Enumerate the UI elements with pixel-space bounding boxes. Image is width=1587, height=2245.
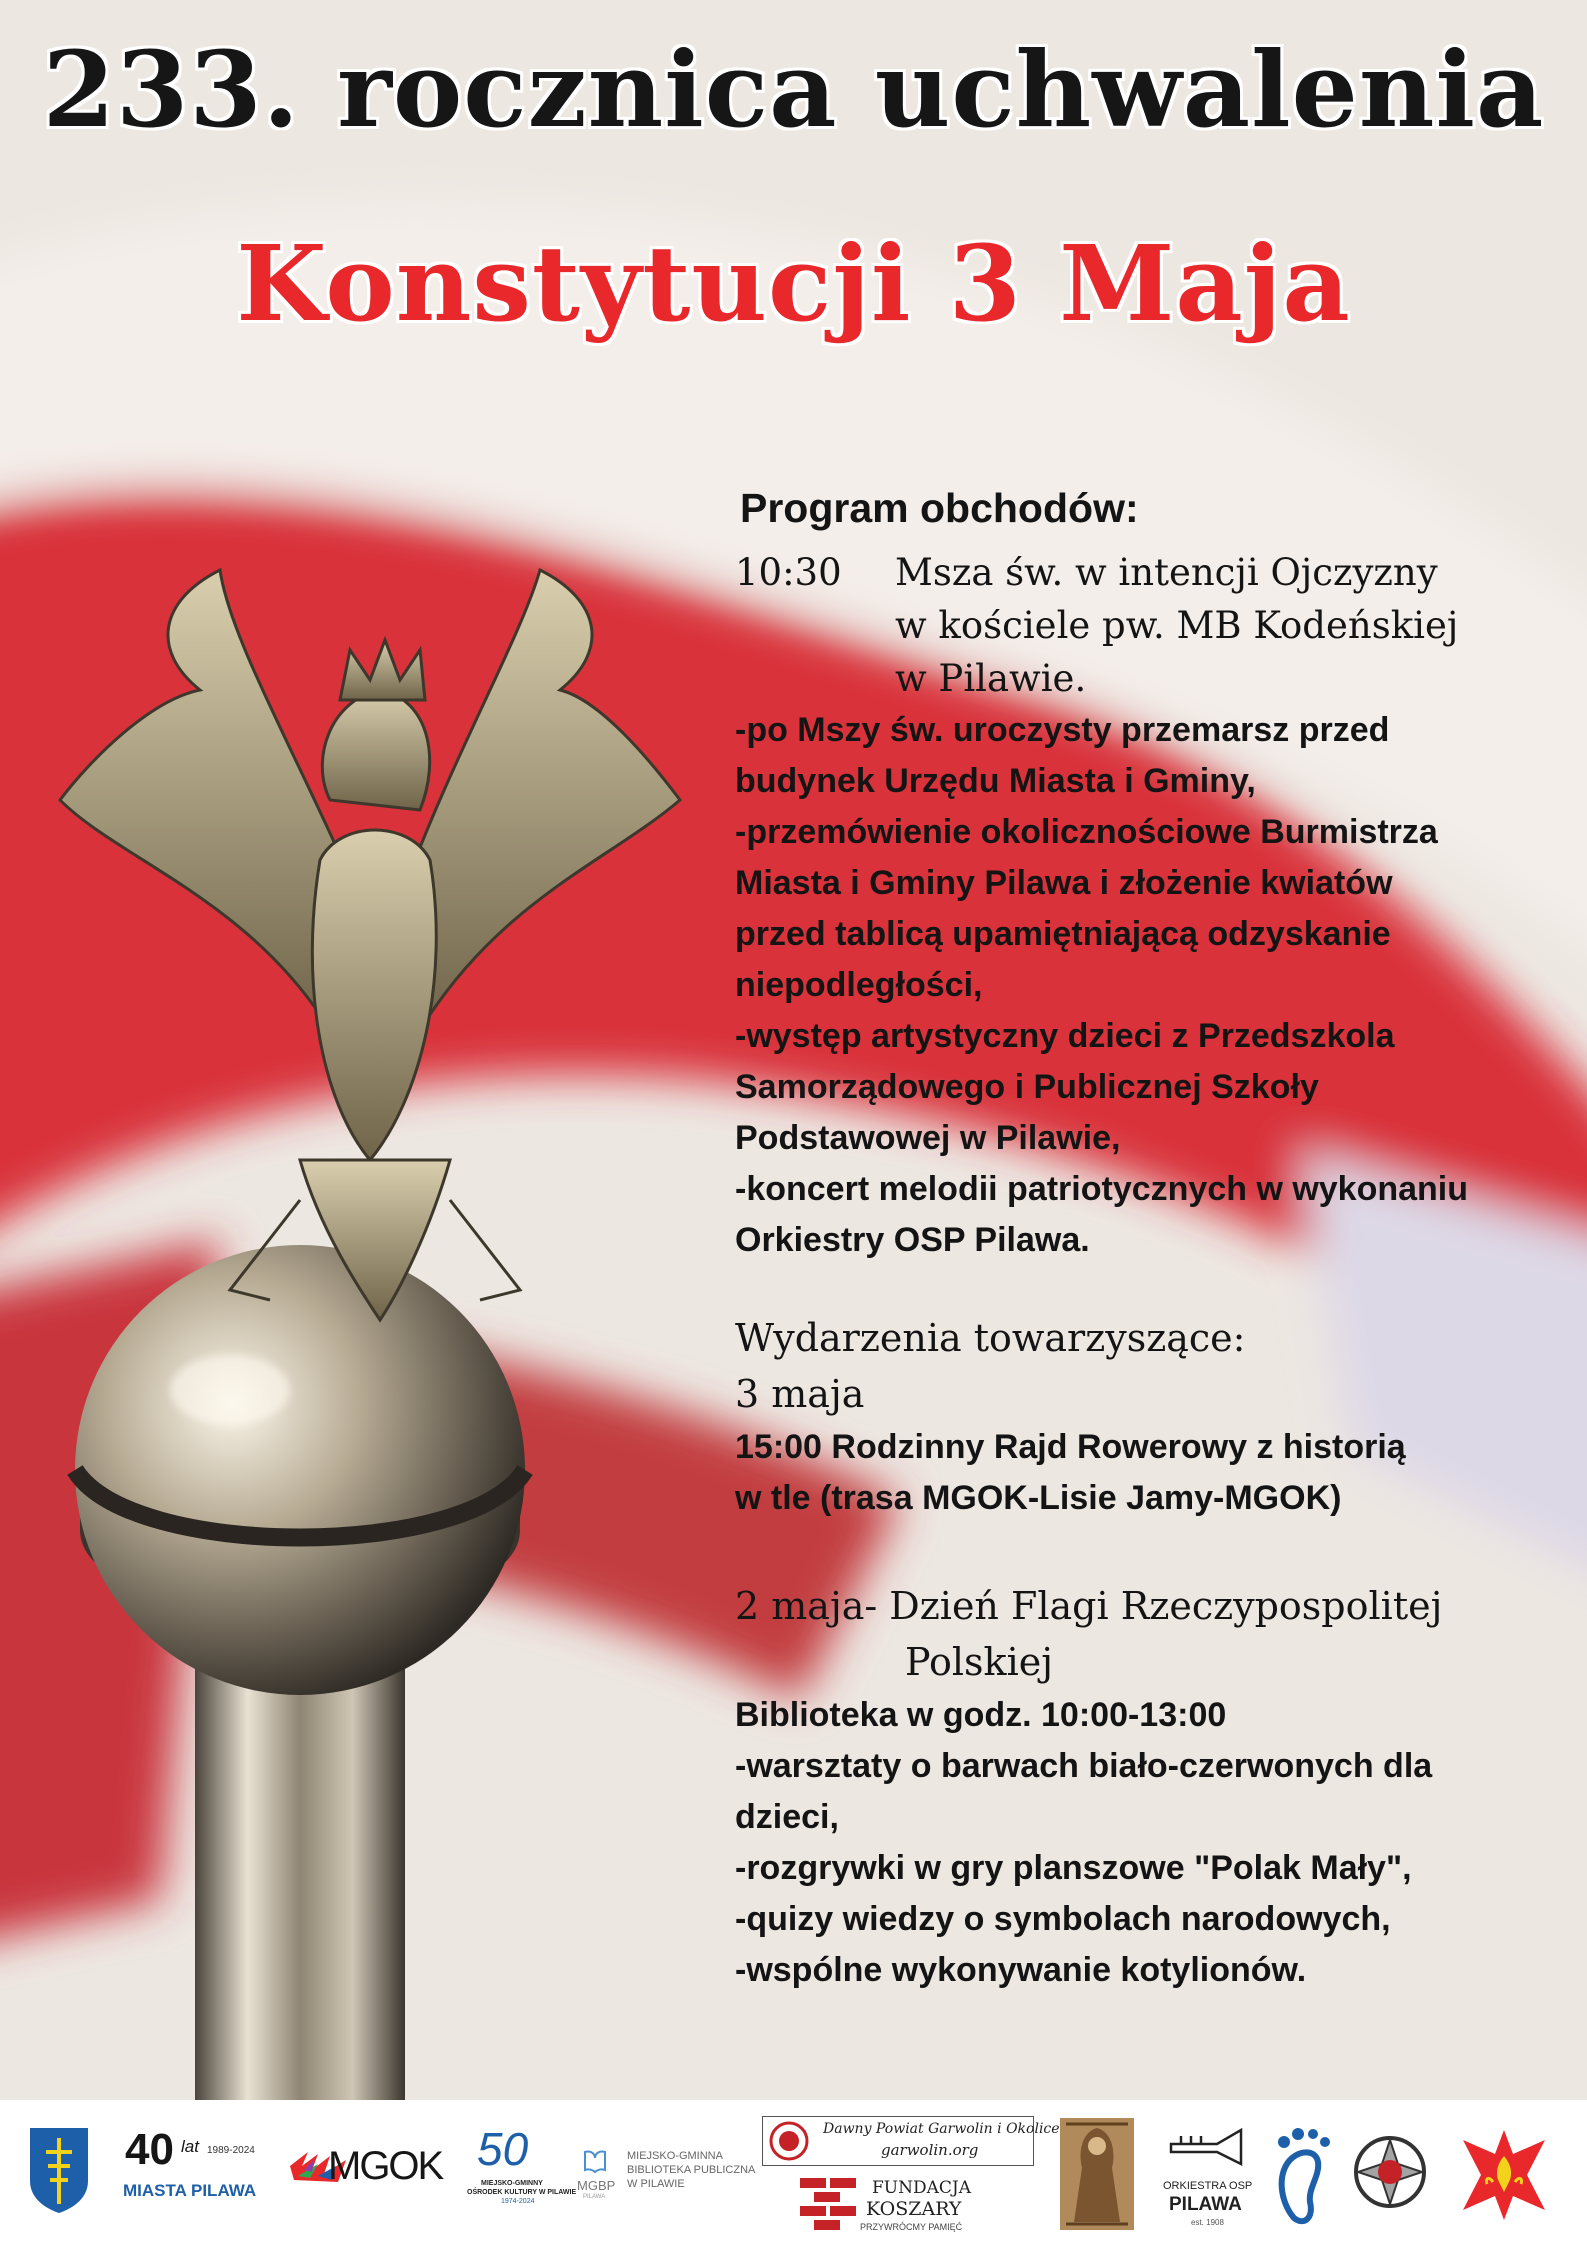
koszary-line3: PRZYWRÓCMY PAMIĘĆ [860, 2222, 963, 2232]
may3-line: w tle (trasa MGOK-Lisie Jamy-MGOK) [735, 1479, 1342, 1517]
may2-heading-cont: Polskiej [905, 1640, 1054, 1684]
events-heading: Wydarzenia towarzyszące: [735, 1316, 1246, 1360]
may2-line: Biblioteka w godz. 10:00-13:00 [735, 1696, 1227, 1734]
program-line: przed tablicą upamiętniającą odzyskanie [735, 915, 1391, 953]
program-line: -po Mszy św. uroczysty przemarsz przed [735, 711, 1390, 749]
mgbp-abbr: MGBP [577, 2178, 616, 2193]
program-line: -koncert melodii patriotycznych w wykonaniu [735, 1170, 1469, 1208]
pilawa40-number: 40 [125, 2125, 174, 2174]
mass-time: 10:30 [735, 551, 842, 594]
title-line-1: 233. rocznica uchwalenia [42, 28, 1545, 151]
sponsor-footer [0, 2100, 1587, 2245]
mgok50-line2: OŚRODEK KULTURY W PILAWIE [467, 2189, 577, 2196]
pilawa-coat-of-arms-icon [28, 2126, 90, 2214]
library-book-icon [581, 2148, 609, 2176]
may3-date: 3 maja [735, 1372, 865, 1416]
program-line: -przemówienie okolicznościowe Burmistrza [735, 813, 1438, 851]
koszary-line2: KOSZARY [866, 2198, 962, 2220]
garwolin-line1: Dawny Powiat Garwolin i Okolice [823, 2121, 1060, 2137]
pilawa40-name: MIASTA PILAWA [123, 2181, 257, 2200]
may2-line: dzieci, [735, 1798, 839, 1836]
orkiestra-line2: PILAWA [1169, 2194, 1242, 2215]
trumpet-icon [1167, 2124, 1251, 2174]
mgok50-line1: MIEJSKO-GMINNY [481, 2180, 543, 2187]
program-line: Miasta i Gminy Pilawa i złożenie kwiatów [735, 864, 1393, 902]
program-line: niepodległości, [735, 966, 983, 1004]
program-line: Samorządowego i Publicznej Szkoły [735, 1068, 1319, 1106]
fire-brigade-badge-icon [1350, 2128, 1430, 2224]
koszary-line1: FUNDACJA [872, 2178, 972, 2198]
program-line: budynek Urzędu Miasta i Gminy, [735, 762, 1256, 800]
mgok-logo [288, 2140, 458, 2200]
mgbp-library-logo [575, 2148, 765, 2208]
may2-line: -rozgrywki w gry planszowe "Polak Mały", [735, 1849, 1412, 1887]
may2-heading: 2 maja- Dzień Flagi Rzeczypospolitej [735, 1584, 1443, 1628]
pilawa40-lat: lat [181, 2137, 199, 2156]
program-line: -występ artystyczny dzieci z Przedszkola [735, 1017, 1395, 1055]
may3-line: 15:00 Rodzinny Rajd Rowerowy z historią [735, 1428, 1406, 1466]
mgok-50-years-logo [465, 2122, 585, 2222]
mgok50-years: 1974-2024 [501, 2198, 535, 2205]
mass-description: Msza św. w intencji Ojczyzny w kościele pw. MB Kodeńskiej w Pilawie. [895, 551, 1459, 700]
madonna-relief-icon [1060, 2118, 1134, 2230]
mass-entry [735, 546, 1555, 705]
mgok50-number: 50 [477, 2123, 529, 2175]
footprint-icon [1270, 2122, 1340, 2226]
fundacja-koszary-logo [800, 2174, 1000, 2236]
mgok-text: MGOK [328, 2144, 443, 2188]
mgbp-line3: W PILAWIE [627, 2178, 685, 2190]
mgbp-line1: MIEJSKO-GMINNA [627, 2150, 723, 2162]
orkiestra-line3: est. 1908 [1191, 2218, 1224, 2227]
may2-line: -wspólne wykonywanie kotylionów. [735, 1951, 1307, 1989]
pilawa40-years: 1989-2024 [207, 2145, 255, 2156]
program-content [735, 485, 1555, 1996]
pilawa-40-years-logo [115, 2125, 275, 2220]
title-line-2: Konstytucji 3 Maja [236, 222, 1351, 345]
garwolin-line2: garwolin.org [881, 2141, 979, 2159]
may2-line: -warsztaty o barwach biało-czerwonych dla [735, 1747, 1433, 1785]
mgbp-sub: PILAWA [583, 2194, 606, 2200]
scout-lily-icon [1455, 2126, 1553, 2224]
program-heading: Program obchodów: [740, 485, 1139, 531]
program-line: Podstawowej w Pilawie, [735, 1119, 1121, 1157]
brick-wall-icon [800, 2178, 858, 2230]
may2-line: -quizy wiedzy o symbolach narodowych, [735, 1900, 1391, 1938]
mgbp-line2: BIBLIOTEKA PUBLICZNA [627, 2164, 756, 2176]
garwolin-emblem-icon [769, 2121, 809, 2161]
program-line: Orkiestry OSP Pilawa. [735, 1221, 1090, 1259]
orkiestra-osp-logo [1155, 2124, 1265, 2234]
orkiestra-line1: ORKIESTRA OSP [1163, 2180, 1253, 2192]
garwolin-org-logo [762, 2116, 1060, 2166]
